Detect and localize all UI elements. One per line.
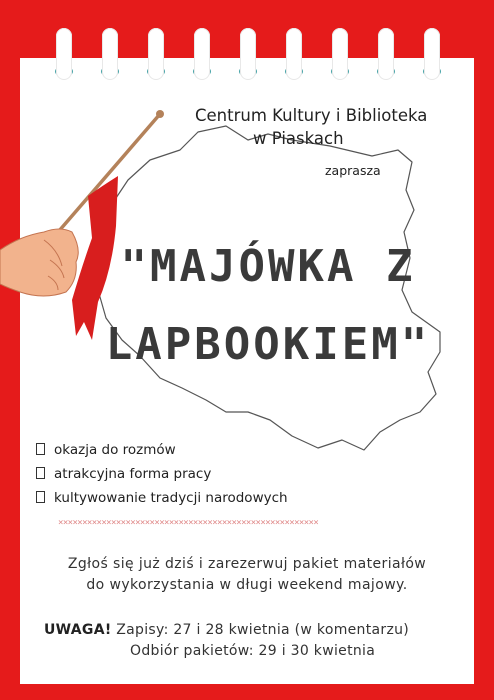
checkbox-icon [36, 467, 45, 479]
cta-line-1: Zgłoś się już dziś i zarezerwuj pakiet materiałów [67, 556, 427, 572]
checkbox-icon [36, 491, 45, 503]
feature-label: atrakcyjna forma pracy [54, 466, 212, 482]
feature-item [36, 462, 288, 486]
cta-line-2: do wykorzystania w długi weekend majowy. [86, 577, 408, 593]
cross-stitch-divider: ×××××××××××××××××××××××××××××××××××××××××××××××××××××× [58, 518, 319, 528]
feature-label: okazja do rozmów [54, 442, 176, 458]
feature-item [36, 438, 288, 462]
notice-line-2: Odbiór pakietów: 29 i 30 kwietnia [130, 643, 376, 659]
title-line-2: LAPBOOKIEM" [105, 319, 431, 370]
call-to-action [20, 554, 474, 596]
checkbox-icon [36, 443, 45, 455]
notice [44, 620, 409, 662]
invites-text: zaprasza [325, 163, 381, 178]
organizer-line-2: w Piaskach [253, 129, 344, 148]
event-title [88, 228, 448, 384]
title-line-1: "MAJÓWKA Z [120, 241, 416, 292]
feature-label: kultywowanie tradycji narodowych [54, 490, 288, 506]
notice-label: UWAGA! [44, 622, 112, 638]
organizer-line-1: Centrum Kultury i Biblioteka [195, 106, 428, 125]
notice-line-1: Zapisy: 27 i 28 kwietnia (w komentarzu) [111, 622, 410, 638]
organizer-name [195, 104, 455, 150]
feature-list [36, 438, 288, 510]
feature-item [36, 486, 288, 510]
